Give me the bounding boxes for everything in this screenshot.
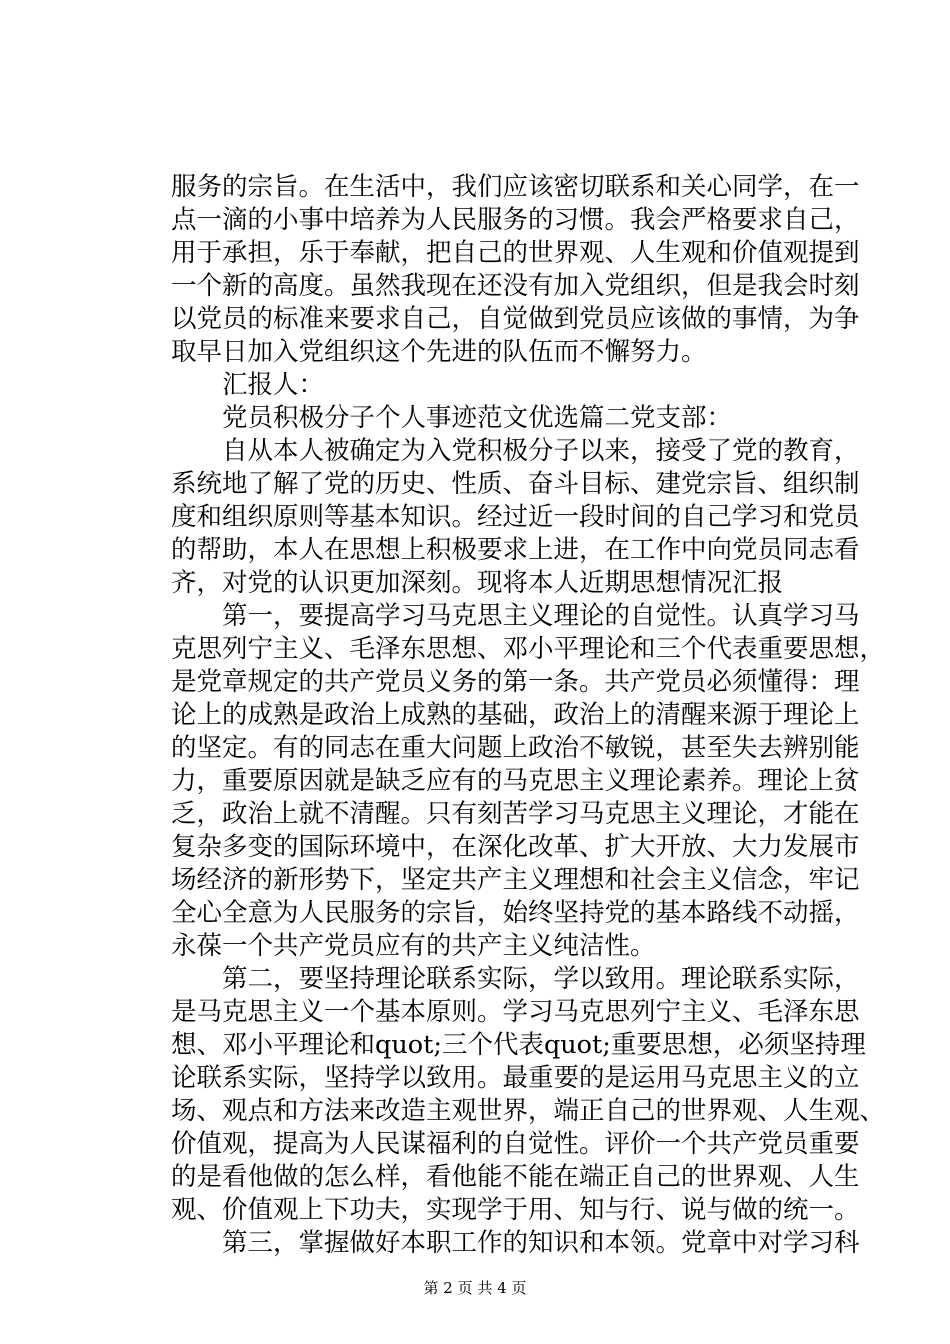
text-line: 一个新的高度。虽然我现在还没有加入党组织，但是我会时刻 <box>171 271 860 301</box>
text-line: 服务的宗旨。在生活中，我们应该密切联系和关心同学，在一 <box>171 172 860 202</box>
document-body <box>171 171 886 1260</box>
text-line: 度和组织原则等基本知识。经过近一段时间的自己学习和党员 <box>171 502 860 532</box>
text-line: 复杂多变的国际环境中，在深化改革、扩大开放、大力发展市 <box>171 832 860 862</box>
text-line: 论上的成熟是政治上成熟的基础，政治上的清醒来源于理论上 <box>171 700 860 730</box>
text-line: 以党员的标准来要求自己，自觉做到党员应该做的事情，为争 <box>171 304 860 334</box>
text-line: 克思列宁主义、毛泽东思想、邓小平理论和三个代表重要思想， <box>171 634 886 664</box>
text-line: 用于承担，乐于奉献，把自己的世界观、人生观和价值观提到 <box>171 238 860 268</box>
text-line: 论联系实际，坚持学以致用。最重要的是运用马克思主义的立 <box>171 1063 860 1093</box>
text-line: 场、观点和方法来改造主观世界，端正自己的世界观、人生观、 <box>171 1096 886 1126</box>
text-line: 的帮助，本人在思想上积极要求上进，在工作中向党员同志看 <box>171 535 860 565</box>
text-line: 系统地了解了党的历史、性质、奋斗目标、建党宗旨、组织制 <box>171 469 860 499</box>
page-number-footer: 第 2 页 共 4 页 <box>423 1279 527 1297</box>
text-line: 是党章规定的共产党员义务的第一条。共产党员必须懂得：理 <box>171 667 860 697</box>
text-line: 场经济的新形势下，坚定共产主义理想和社会主义信念，牢记 <box>171 865 860 895</box>
reporter-label: 汇报人： <box>171 370 325 400</box>
text-line: 第二，要坚持理论联系实际，学以致用。理论联系实际， <box>171 964 860 994</box>
text-line: 自从本人被确定为入党积极分子以来，接受了党的教育， <box>171 436 860 466</box>
section-heading: 党员积极分子个人事迹范文优选篇二党支部： <box>171 403 733 433</box>
text-line: 取早日加入党组织这个先进的队伍而不懈努力。 <box>171 337 707 367</box>
text-line: 第三，掌握做好本职工作的知识和本领。党章中对学习科 <box>171 1228 860 1258</box>
text-line: 价值观，提高为人民谋福利的自觉性。评价一个共产党员重要 <box>171 1129 860 1159</box>
text-line: 乏，政治上就不清醒。只有刻苦学习马克思主义理论，才能在 <box>171 799 860 829</box>
text-line: 齐，对党的认识更加深刻。现将本人近期思想情况汇报 <box>171 568 784 598</box>
text-line: 永葆一个共产党员应有的共产主义纯洁性。 <box>171 931 656 961</box>
text-line: 全心全意为人民服务的宗旨，始终坚持党的基本路线不动摇， <box>171 898 860 928</box>
text-line: 是马克思主义一个基本原则。学习马克思列宁主义、毛泽东思 <box>171 997 860 1027</box>
text-line: 力，重要原因就是缺乏应有的马克思主义理论素养。理论上贫 <box>171 766 860 796</box>
text-line: 的坚定。有的同志在重大问题上政治不敏锐，甚至失去辨别能 <box>171 733 860 763</box>
text-line: 点一滴的小事中培养为人民服务的习惯。我会严格要求自己， <box>171 205 860 235</box>
text-line: 想、邓小平理论和quot;三个代表quot;重要思想，必须坚持理 <box>171 1030 866 1060</box>
text-line: 观、价值观上下功夫，实现学于用、知与行、说与做的统一。 <box>171 1195 860 1225</box>
text-line: 的是看他做的怎么样，看他能不能在端正自己的世界观、人生 <box>171 1162 860 1192</box>
text-line: 第一，要提高学习马克思主义理论的自觉性。认真学习马 <box>171 601 860 631</box>
